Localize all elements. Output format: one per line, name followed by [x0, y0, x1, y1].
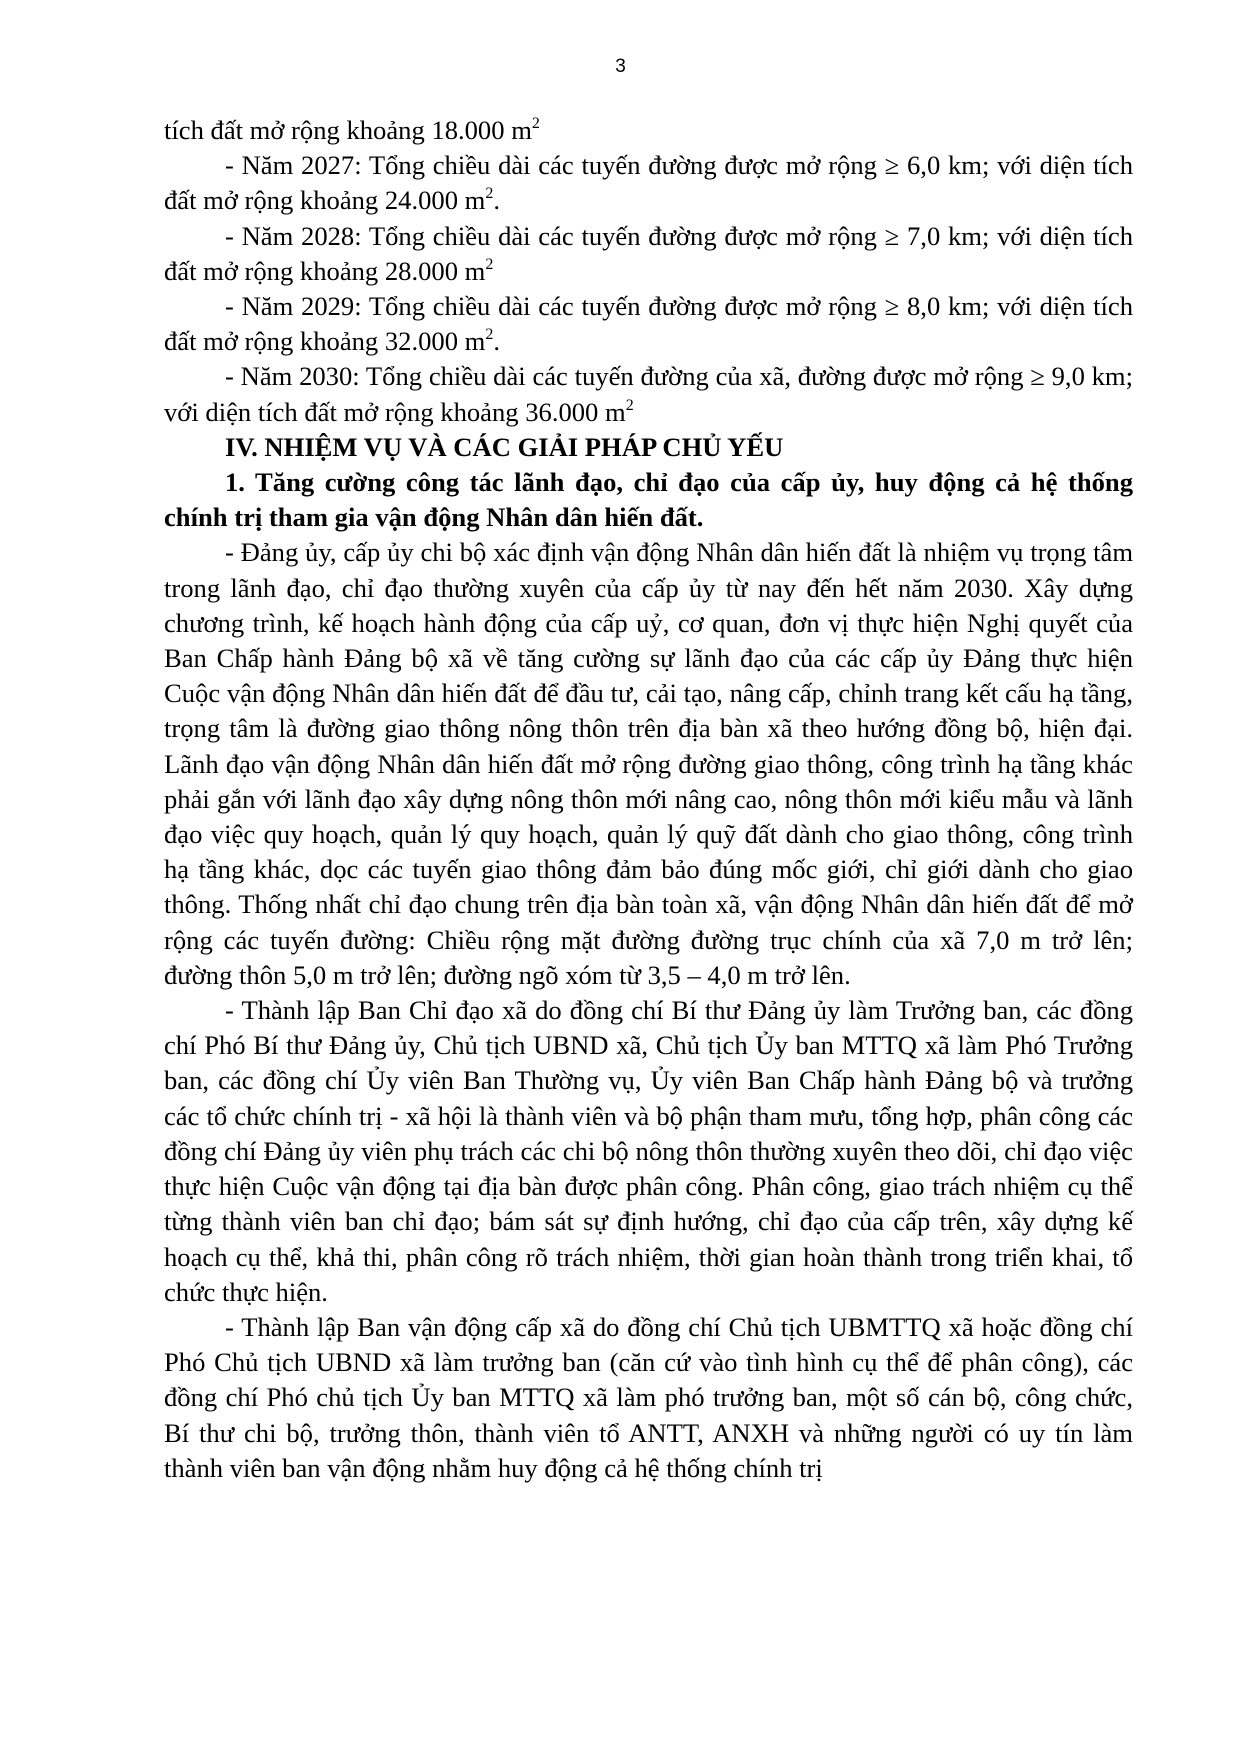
target-2030: - Năm 2030: Tổng chiều dài các tuyến đường của xã, đường được mở rộng ≥ 9,0 km; với diện tích đất mở rộng khoảng 36.000 $m^2$	[164, 361, 1133, 427]
unit-m: m	[605, 396, 626, 427]
paragraph-continuation: tích đất mở rộng khoảng 18.000 $m^2$	[164, 115, 540, 145]
unit-m: m	[464, 326, 486, 357]
page-number: 3	[615, 56, 626, 77]
target-2029: - Năm 2029: Tổng chiều dài các tuyến đường được mở rộng ≥ 8,0 km; với diện tích đất mở rộng khoảng 32.000 $m^2$.	[164, 291, 1133, 357]
unit-exponent: 2	[485, 255, 494, 273]
unit-exponent: 2	[485, 326, 494, 344]
unit-exponent: 2	[625, 396, 634, 414]
subsection-heading: 1. Tăng cường công tác lãnh đạo, chỉ đạo của cấp ủy, huy động cả hệ thống chính trị tham gia vận động Nhân dân hiến đất.	[164, 467, 1133, 533]
paragraph-mobilization-committee: - Thành lập Ban vận động cấp xã do đồng chí Chủ tịch UBMTTQ xã hoặc đồng chí Phó Chủ tịch UBND xã làm trưởng ban (căn cứ vào tình hình cụ thể để phân công), các đồng chí Phó chủ tịch Ủy ban MTTQ xã làm phó trưởng ban, một số cán bộ, công chức, Bí thư chi bộ, trưởng thôn, thành viên tổ ANTT, ANXH và những người có uy tín làm thành viên ban vận động nhằm huy động cả hệ thống chính trị	[164, 1311, 1133, 1483]
paragraph-steering-committee: - Thành lập Ban Chỉ đạo xã do đồng chí Bí thư Đảng ủy làm Trưởng ban, các đồng chí Phó Bí thư Đảng ủy, Chủ tịch UBND xã, Chủ tịch Ủy ban MTTQ xã làm Phó Trưởng ban, các đồng chí Ủy viên Ban Thường vụ, Ủy viên Ban Chấp hành Đảng bộ và trưởng các tổ chức chính trị - xã hội là thành viên và bộ phận tham mưu, tổng hợp, phân công các đồng chí Đảng ủy viên phụ trách các chi bộ nông thôn thường xuyên theo dõi, chỉ đạo việc thực hiện Cuộc vận động tại địa bàn được phân công. Phân công, giao trách nhiệm cụ thể từng thành viên ban chỉ đạo; bám sát sự định hướng, chỉ đạo của cấp trên, xây dựng kế hoạch cụ thể, khả thi, phân công rõ trách nhiệm, thời gian hoàn thành trong triển khai, tổ chức thực hiện.	[164, 995, 1133, 1307]
section-heading: IV. NHIỆM VỤ VÀ CÁC GIẢI PHÁP CHỦ YẾU	[225, 431, 784, 462]
unit-m: m	[464, 255, 486, 286]
unit-exponent: 2	[485, 185, 494, 203]
unit-m: m	[464, 185, 486, 216]
paragraph-party-committee: - Đảng ủy, cấp ủy chi bộ xác định vận động Nhân dân hiến đất là nhiệm vụ trọng tâm trong lãnh đạo, chỉ đạo thường xuyên của cấp ủy từ nay đến hết năm 2030. Xây dựng chương trình, kế hoạch hành động của cấp uỷ, cơ quan, đơn vị thực hiện Nghị quyết của Ban Chấp hành Đảng bộ xã về tăng cường sự lãnh đạo của các cấp ủy Đảng thực hiện Cuộc vận động Nhân dân hiến đất để đầu tư, cải tạo, nâng cấp, chỉnh trang kết cấu hạ tầng, trọng tâm là đường giao thông nông thôn trên địa bàn xã theo hướng đồng bộ, hiện đại. Lãnh đạo vận động Nhân dân hiến đất mở rộng đường giao thông, công trình hạ tầng khác phải gắn với lãnh đạo xây dựng nông thôn mới nâng cao, nông thôn mới kiểu mẫu và lãnh đạo việc quy hoạch, quản lý quy hoạch, quản lý quỹ đất dành cho giao thông, công trình hạ tầng khác, dọc các tuyến giao thông đảm bảo đúng mốc giới, chỉ giới dành cho giao thông. Thống nhất chỉ đạo chung trên địa bàn toàn xã, vận động Nhân dân hiến đất để mở rộng các tuyến đường: Chiều rộng mặt đường đường trục chính của xã 7,0 m trở lên; đường thôn 5,0 m trở lên; đường ngõ xóm từ 3,5 – 4,0 m trở lên.	[164, 537, 1133, 990]
unit-exponent: 2	[531, 115, 540, 132]
target-2027: - Năm 2027: Tổng chiều dài các tuyến đường được mở rộng ≥ 6,0 km; với diện tích đất mở rộng khoảng 24.000 $m^2$.	[164, 150, 1133, 216]
target-2028: - Năm 2028: Tổng chiều dài các tuyến đường được mở rộng ≥ 7,0 km; với diện tích đất mở rộng khoảng 28.000 $m^2$	[164, 220, 1133, 286]
unit-m: m	[511, 115, 532, 145]
document-body	[164, 113, 1133, 1486]
